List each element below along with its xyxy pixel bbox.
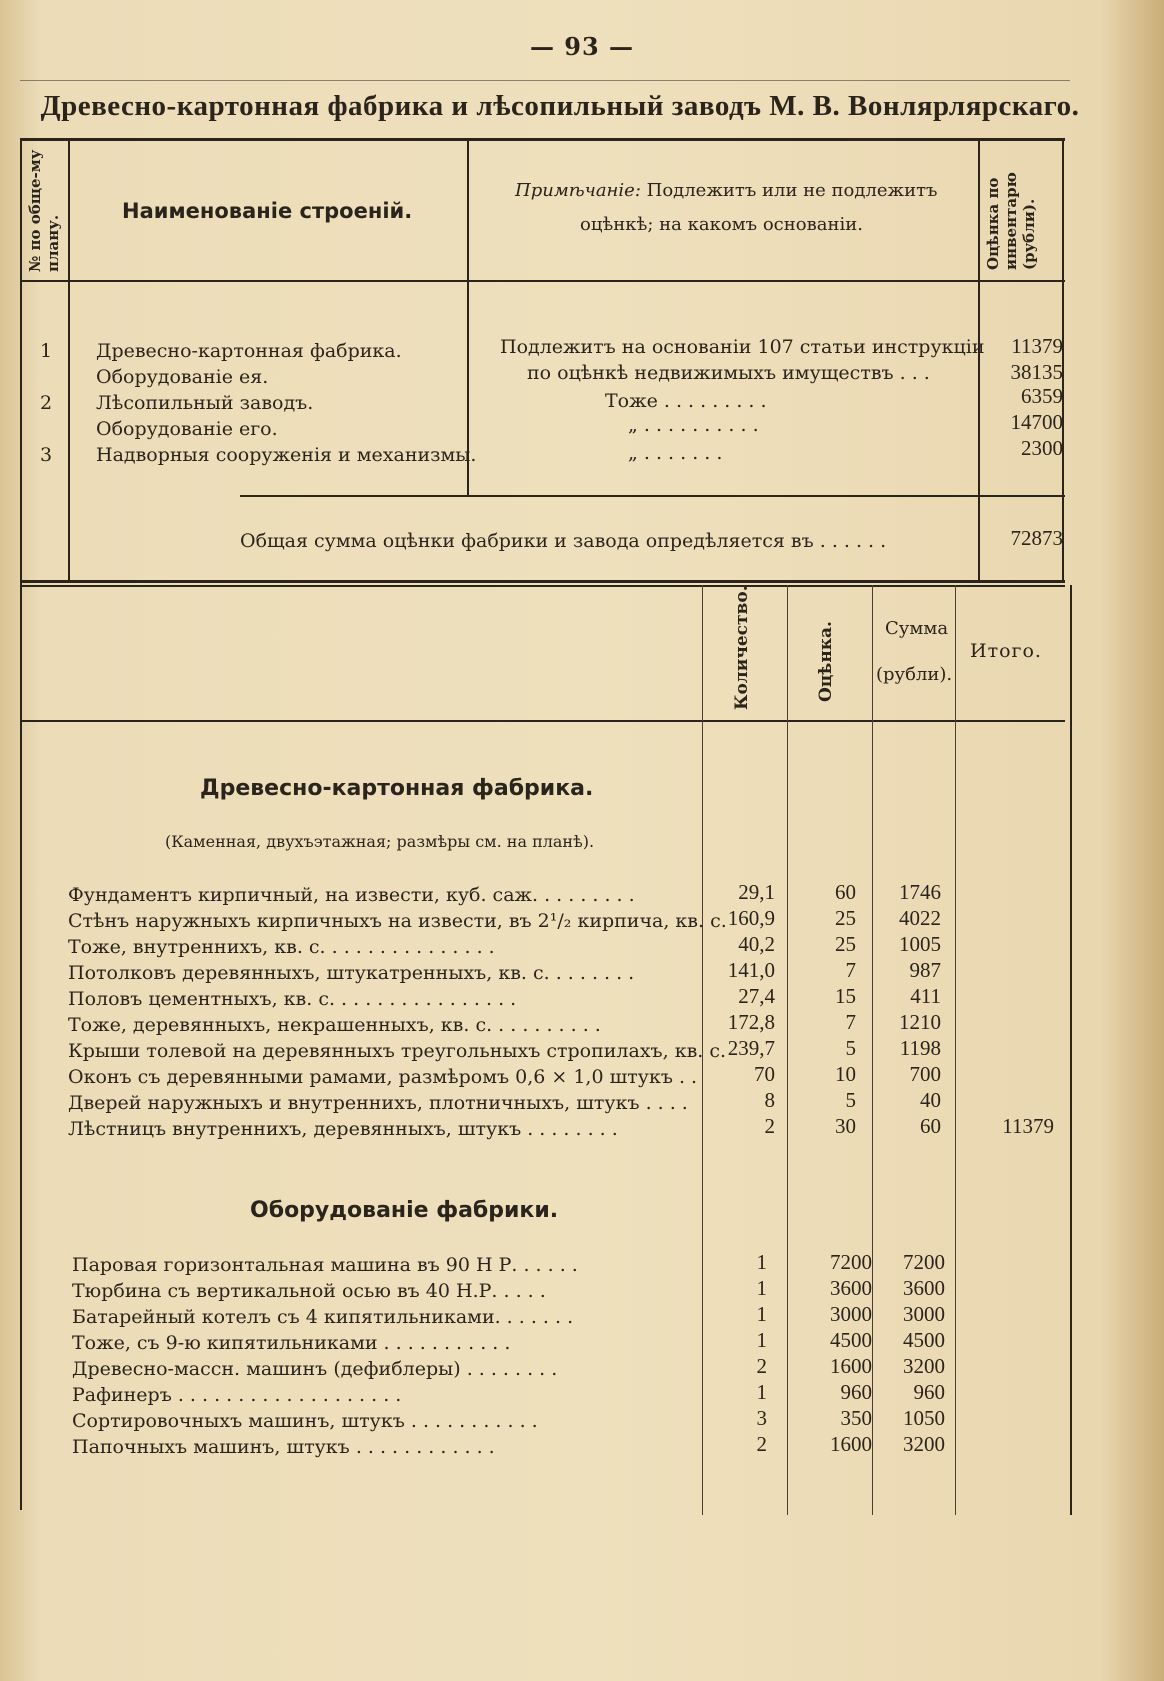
factory-row-10-rate: 30 (835, 1114, 856, 1138)
factory-row-8-sum: 700 (909, 1062, 941, 1086)
top-table-col-divider-1 (68, 140, 70, 580)
header-quantity: Количество. (732, 585, 752, 710)
equipment-row-5-rate: 1600 (830, 1354, 872, 1378)
factory-row-5-sum: 411 (910, 984, 941, 1008)
top-row-5-name: Надворныя сооруженія и механизмы. (96, 444, 477, 466)
factory-row-5-qty: 27,4 (738, 984, 775, 1008)
top-row-2-note: по оцѣнкѣ недвижимыхъ имуществъ . . . (527, 362, 930, 384)
top-table-rule-rows (240, 495, 1065, 497)
top-row-2-name: Оборудованіе ея. (96, 366, 269, 388)
equipment-row-8-name: Папочныхъ машинъ, штукъ . . . . . . . . . . . . (72, 1436, 495, 1458)
factory-row-1-sum: 1746 (899, 880, 941, 904)
top-row-3-value: 6359 (1021, 384, 1063, 408)
equipment-row-8-sum: 3200 (903, 1432, 945, 1456)
top-row-4-name: Оборудованіе его. (96, 418, 278, 440)
equipment-row-3-qty: 1 (756, 1302, 767, 1326)
equipment-row-8-qty: 2 (756, 1432, 767, 1456)
equipment-row-1-sum: 7200 (903, 1250, 945, 1274)
header-plan-no: № по обще-му плану. (26, 149, 62, 272)
equipment-row-2-name: Тюрбина съ вертикальной осью въ 40 Н.Р. . . . . (72, 1280, 546, 1302)
equipment-row-4-rate: 4500 (830, 1328, 872, 1352)
factory-row-6-name: Тоже, деревянныхъ, некрашенныхъ, кв. с. . . . . . . . . . (68, 1014, 601, 1036)
detail-rule-top (20, 585, 1065, 587)
factory-row-4-qty: 141,0 (727, 958, 775, 982)
factory-row-7-sum: 1198 (899, 1036, 941, 1060)
header-sum-line1: Сумма (885, 618, 949, 639)
equipment-row-3-rate: 3000 (830, 1302, 872, 1326)
equipment-row-6-rate: 960 (840, 1380, 872, 1404)
factory-row-4-name: Потолковъ деревянныхъ, штукатренныхъ, кв. с. . . . . . . . (68, 962, 635, 984)
factory-row-2-rate: 25 (835, 906, 856, 930)
factory-row-7-name: Крыши толевой на деревянныхъ треугольныхъ стропилахъ, кв. с. (68, 1040, 727, 1062)
factory-row-9-rate: 5 (845, 1088, 856, 1112)
detail-border-right (1070, 585, 1072, 1515)
equipment-row-5-name: Древесно-массн. машинъ (дефиблеры) . . . . . . . . (72, 1358, 558, 1380)
factory-row-9-name: Дверей наружныхъ и внутреннихъ, плотничныхъ, штукъ . . . . (68, 1092, 688, 1114)
equipment-row-7-name: Сортировочныхъ машинъ, штукъ . . . . . . . . . . . (72, 1410, 538, 1432)
equipment-row-3-sum: 3000 (903, 1302, 945, 1326)
factory-row-8-rate: 10 (835, 1062, 856, 1086)
factory-row-5-name: Половъ цементныхъ, кв. с. . . . . . . . . . . . . . . . (68, 988, 517, 1010)
top-table-rule-header (20, 280, 1065, 282)
factory-row-3-name: Тоже, внутреннихъ, кв. с. . . . . . . . . . . . . . . (68, 936, 495, 958)
top-table-col-divider-2 (467, 140, 469, 495)
top-row-3-no: 2 (40, 392, 53, 414)
page-number: — 93 — (529, 32, 635, 61)
section-factory-subtitle: (Каменная, двухъэтажная; размѣры см. на планѣ). (165, 832, 595, 851)
factory-row-3-qty: 40,2 (738, 932, 775, 956)
factory-row-3-sum: 1005 (899, 932, 941, 956)
equipment-row-6-name: Рафинеръ . . . . . . . . . . . . . . . . . . . (72, 1384, 402, 1406)
top-row-3-name: Лѣсопильный заводъ. (96, 392, 314, 414)
top-row-1-value: 11379 (1011, 334, 1063, 358)
equipment-row-6-qty: 1 (756, 1380, 767, 1404)
equipment-row-2-sum: 3600 (903, 1276, 945, 1300)
factory-row-6-rate: 7 (845, 1010, 856, 1034)
factory-row-5-rate: 15 (835, 984, 856, 1008)
equipment-row-6-sum: 960 (913, 1380, 945, 1404)
header-note-rest: Подлежитъ или не подлежитъ (646, 180, 938, 201)
header-building-name: Наименованіе строеній. (122, 199, 413, 223)
factory-row-1-qty: 29,1 (738, 880, 775, 904)
top-row-5-value: 2300 (1021, 436, 1063, 460)
detail-rule-header (20, 720, 1065, 722)
header-total: Итого. (970, 640, 1042, 662)
detail-col-total-left (955, 585, 956, 1515)
top-total-label: Общая сумма оцѣнки фабрики и завода опредѣляется въ . . . . . . (240, 530, 887, 552)
section-factory-title: Древесно-картонная фабрика. (200, 776, 594, 801)
top-table-rule-bottom (20, 580, 1065, 583)
equipment-row-4-sum: 4500 (903, 1328, 945, 1352)
equipment-row-1-qty: 1 (756, 1250, 767, 1274)
equipment-row-8-rate: 1600 (830, 1432, 872, 1456)
equipment-row-2-rate: 3600 (830, 1276, 872, 1300)
factory-row-2-name: Стѣнъ наружныхъ кирпичныхъ на извести, въ 2¹/₂ кирпича, кв. с. (68, 910, 727, 932)
factory-row-7-rate: 5 (845, 1036, 856, 1060)
top-table-col-divider-3 (978, 140, 980, 580)
top-row-5-no: 3 (40, 444, 53, 466)
equipment-row-1-name: Паровая горизонтальная машина въ 90 Н Р. . . . . . (72, 1254, 578, 1276)
equipment-row-4-name: Тоже, съ 9-ю кипятильниками . . . . . . . . . . . (72, 1332, 511, 1354)
header-note-italic: Примѣчаніе: (515, 180, 641, 201)
top-table-rule-top (20, 138, 1065, 141)
top-table-border-left (20, 140, 22, 590)
header-rate: Оцѣнка. (816, 621, 836, 702)
detail-border-left (20, 590, 22, 1510)
detail-col-rate-left (787, 585, 788, 1515)
top-row-4-value: 14700 (1010, 410, 1063, 434)
factory-row-10-qty: 2 (764, 1114, 775, 1138)
equipment-row-5-qty: 2 (756, 1354, 767, 1378)
equipment-row-7-qty: 3 (756, 1406, 767, 1430)
top-row-3-note: Тоже . . . . . . . . . (605, 390, 767, 412)
header-inventory-value: Оцѣнка по инвентарю (рубли). (984, 172, 1038, 270)
factory-row-10-total: 11379 (1002, 1114, 1054, 1138)
top-row-4-note: „ . . . . . . . . . . (628, 414, 759, 436)
page-title: Древесно-картонная фабрика и лѣсопильный заводъ М. В. Вонлярлярскаго. (40, 90, 1080, 122)
factory-row-6-qty: 172,8 (727, 1010, 775, 1034)
factory-row-1-rate: 60 (835, 880, 856, 904)
factory-row-2-qty: 160,9 (727, 906, 775, 930)
equipment-row-1-rate: 7200 (830, 1250, 872, 1274)
equipment-row-3-name: Батарейный котелъ съ 4 кипятильниками. . . . . . . (72, 1306, 574, 1328)
top-row-5-note: „ . . . . . . . (628, 442, 723, 464)
factory-row-10-name: Лѣстницъ внутреннихъ, деревянныхъ, штукъ . . . . . . . . (68, 1118, 618, 1140)
top-total-value: 72873 (1010, 526, 1063, 550)
equipment-row-5-sum: 3200 (903, 1354, 945, 1378)
factory-row-10-sum: 60 (920, 1114, 941, 1138)
factory-row-8-name: Оконъ съ деревянными рамами, размѣромъ 0,6 × 1,0 штукъ . . (68, 1066, 698, 1088)
equipment-row-7-rate: 350 (840, 1406, 872, 1430)
factory-row-1-name: Фундаментъ кирпичный, на извести, куб. саж. . . . . . . . . (68, 884, 635, 906)
factory-row-4-rate: 7 (845, 958, 856, 982)
equipment-row-7-sum: 1050 (903, 1406, 945, 1430)
equipment-row-4-qty: 1 (756, 1328, 767, 1352)
factory-row-9-sum: 40 (920, 1088, 941, 1112)
factory-row-4-sum: 987 (909, 958, 941, 982)
factory-row-3-rate: 25 (835, 932, 856, 956)
detail-col-sum-left (872, 585, 873, 1515)
top-row-1-name: Древесно-картонная фабрика. (96, 340, 402, 362)
factory-row-6-sum: 1210 (899, 1010, 941, 1034)
header-rule (20, 80, 1070, 81)
equipment-row-2-qty: 1 (756, 1276, 767, 1300)
top-row-2-value: 38135 (1010, 360, 1063, 384)
factory-row-2-sum: 4022 (899, 906, 941, 930)
header-sum-line2: (рубли). (876, 664, 953, 685)
section-equipment-title: Оборудованіе фабрики. (250, 1198, 559, 1223)
header-note-line1 (515, 180, 938, 201)
factory-row-9-qty: 8 (764, 1088, 775, 1112)
top-row-1-no: 1 (40, 340, 53, 362)
top-row-1-note: Подлежитъ на основаніи 107 статьи инструкціи (500, 336, 985, 358)
factory-row-8-qty: 70 (754, 1062, 775, 1086)
factory-row-7-qty: 239,7 (727, 1036, 775, 1060)
header-note-line2: оцѣнкѣ; на какомъ основаніи. (580, 214, 863, 235)
